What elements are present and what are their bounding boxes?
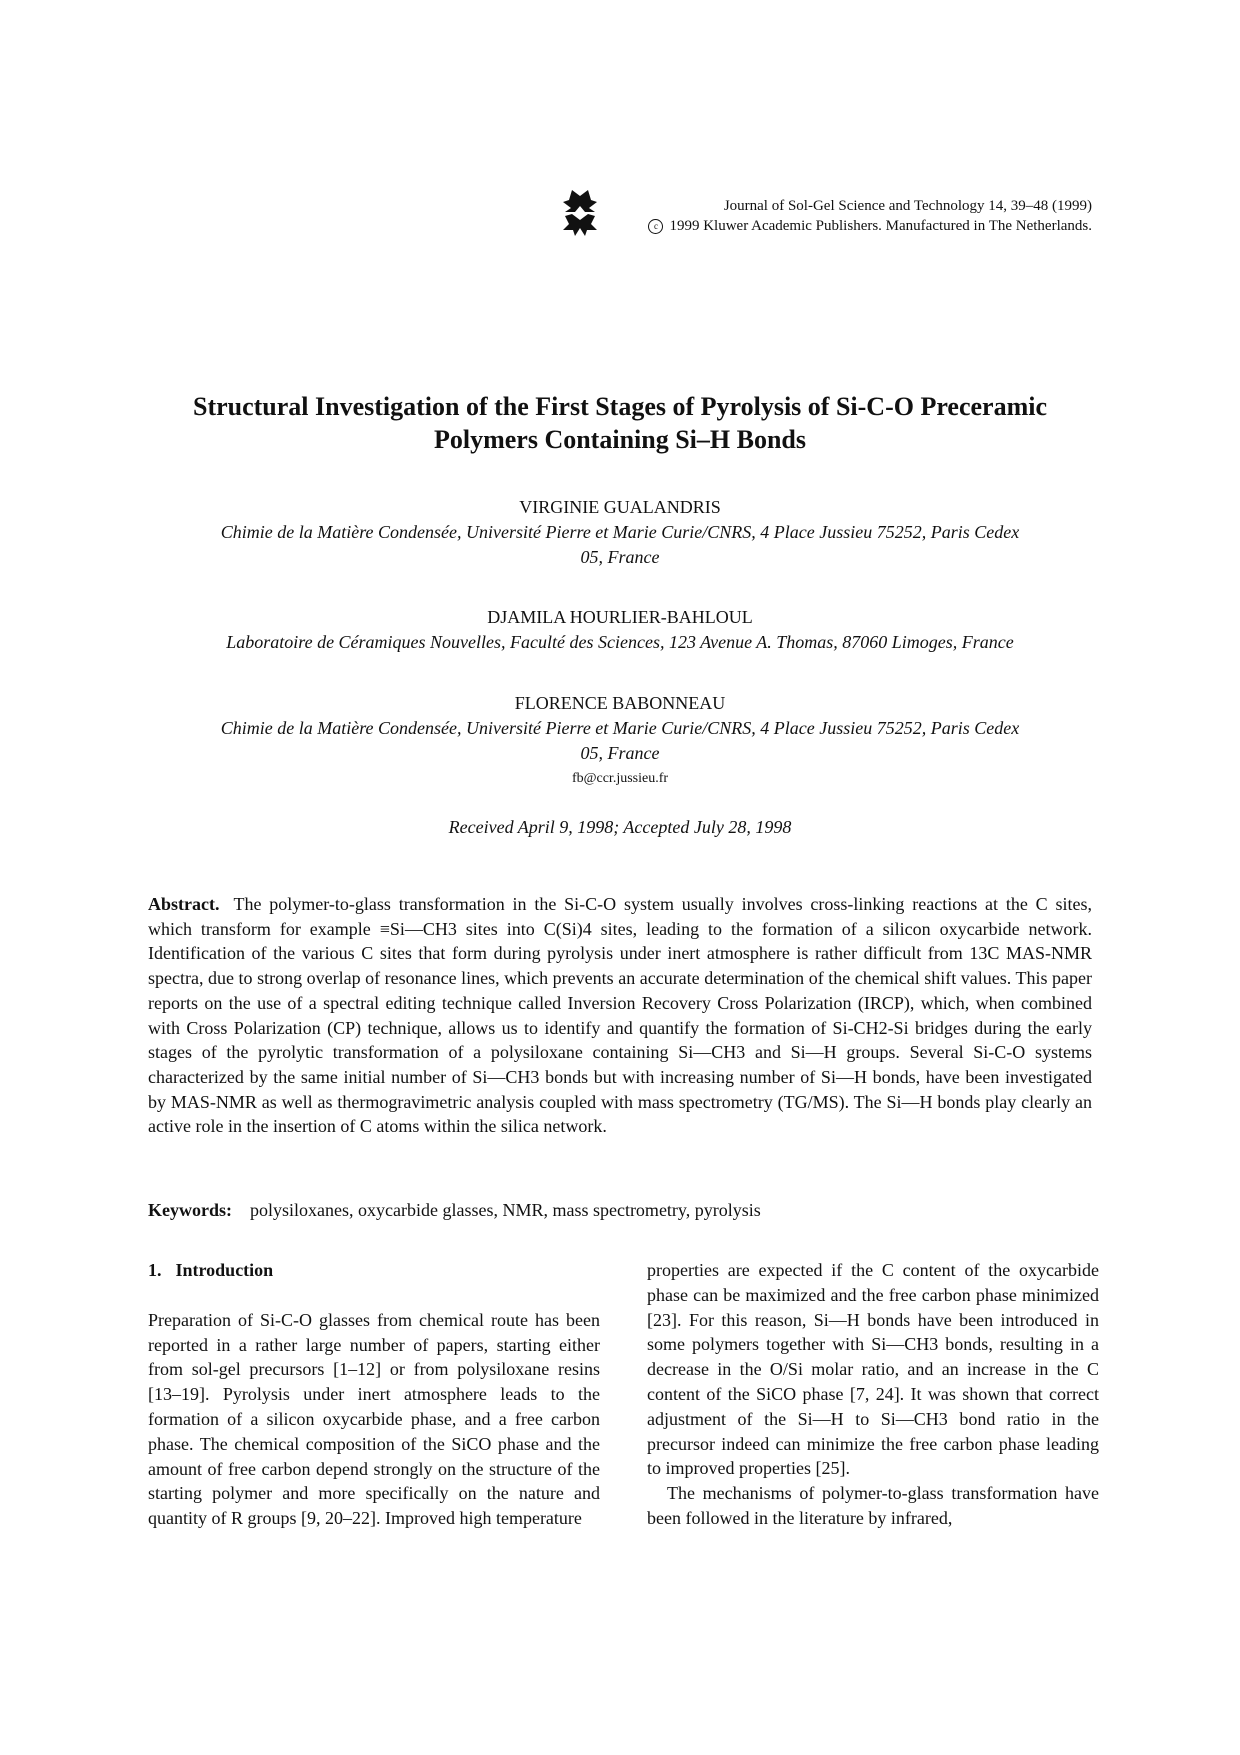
abstract-label: Abstract. [148,894,220,914]
publisher-logo-icon [563,190,597,236]
left-column [148,1258,600,1531]
keywords [148,1198,1092,1222]
keywords-text: polysiloxanes, oxycarbide glasses, NMR, mass spectrometry, pyrolysis [250,1200,761,1220]
author-name: FLORENCE BABONNEAU [514,693,726,713]
copyright-icon: c [648,219,663,234]
section-title: Introduction [175,1260,274,1280]
copyright-text: 1999 Kluwer Academic Publishers. Manufactured in The Netherlands. [669,218,1092,234]
copyright-line [648,216,1092,236]
author-name: DJAMILA HOURLIER-BAHLOUL [487,607,753,627]
right-column [647,1258,1099,1531]
body-paragraph: Preparation of Si-C-O glasses from chemical route has been reported in a rather large number of papers, starting either from sol-gel precursors [1–12] or from polysiloxane resins [13–19]. Pyrolysis under inert atmosphere leads to the formation of a silicon oxycarbide phase, and a free carbon phase. The chemical composition of the SiCO phase and the amount of free carbon depend strongly on the structure of the starting polymer and more specifically on the nature and quantity of R groups [9, 20–22]. Improved high temperature [148,1309,600,1529]
author-email[interactable]: fb@ccr.jussieu.fr [571,771,669,786]
author-affiliation: Chimie de la Matière Condensée, Université Pierre et Marie Curie/CNRS, 4 Place Jussieu 75252, Paris Cedex 05, France [220,718,1020,763]
author-name: VIRGINIE GUALANDRIS [519,497,721,517]
abstract [148,892,1092,1139]
body-paragraph: The mechanisms of polymer-to-glass transformation have been followed in the literature by infrared, [647,1483,1099,1528]
body-paragraph: properties are expected if the C content of the oxycarbide phase can be maximized and the free carbon phase minimized [23]. For this reason, Si—H bonds have been introduced in some polymers together with Si—CH3 bonds, resulting in a decrease in the O/Si molar ratio, and an increase in the C content of the SiCO phase [7, 24]. It was shown that correct adjustment of the Si—H to Si—CH3 bond ratio in the precursor indeed can minimize the free carbon phase leading to improved properties [25]. [647,1260,1099,1479]
journal-citation: Journal of Sol-Gel Science and Technology 14, 39–48 (1999) [723,198,1092,214]
keywords-label: Keywords: [148,1200,232,1220]
author-affiliation: Chimie de la Matière Condensée, Université Pierre et Marie Curie/CNRS, 4 Place Jussieu 75252, Paris Cedex 05, France [220,522,1020,567]
section-heading [148,1258,600,1283]
paper-title: Structural Investigation of the First Stages of Pyrolysis of Si-C-O Preceramic Polymers Containing Si–H Bonds [192,392,1047,454]
section-number: 1. [148,1260,162,1280]
author-affiliation: Laboratoire de Céramiques Nouvelles, Faculté des Sciences, 123 Avenue A. Thomas, 87060 Limoges, France [226,632,1014,652]
received-accepted-dates: Received April 9, 1998; Accepted July 28, 1998 [448,817,792,837]
abstract-text: The polymer-to-glass transformation in the Si-C-O system usually involves cross-linking reactions at the C sites, which transform for example ≡Si—CH3 sites into C(Si)4 sites, leading to the formation of a silicon oxycarbide network. Identification of the various C sites that form during pyrolysis under inert atmosphere is rather difficult from 13C MAS-NMR spectra, due to strong overlap of resonance lines, which prevents an accurate determination of the chemical shift values. This paper reports on the use of a spectral editing technique called Inversion Recovery Cross Polarization (IRCP), which, when combined with Cross Polarization (CP) technique, allows us to identify and quantify the formation of Si-CH2-Si bridges during the early stages of the pyrolytic transformation of a polysiloxane containing Si—CH3 and Si—H groups. Several Si-C-O systems characterized by the same initial number of Si—CH3 bonds but with increasing number of Si—H bonds, have been investigated by MAS-NMR as well as thermogravimetric analysis coupled with mass spectrometry (TG/MS). The Si—H bonds play clearly an active role in the insertion of C atoms within the silica network. [148,894,1092,1137]
